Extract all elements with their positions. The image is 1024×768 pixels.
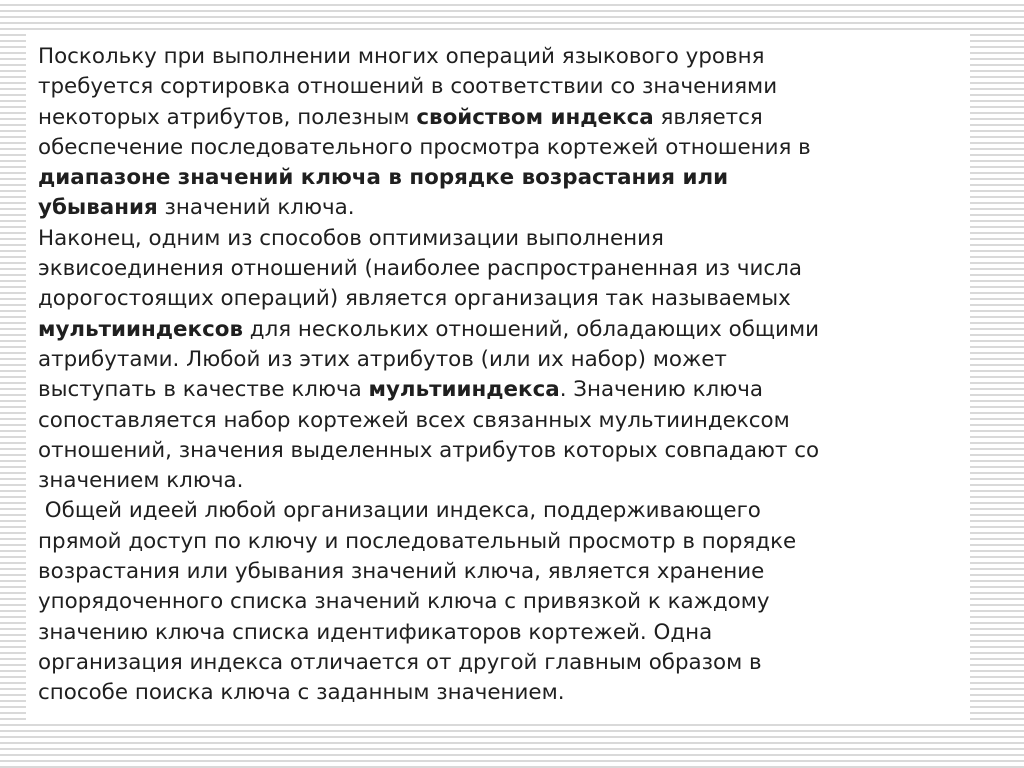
text-line (38, 224, 960, 254)
text-run: для нескольких отношений, обладающих общими (243, 316, 819, 342)
text-line (38, 375, 960, 405)
text-run: способе поиска ключа с заданным значением. (38, 680, 565, 706)
bold-term: убывания (38, 195, 158, 221)
text-run: Наконец, одним из способов оптимизации выполнения (38, 225, 664, 251)
text-line (38, 103, 960, 133)
text-run: значением ключа. (38, 468, 244, 494)
text-line (38, 648, 960, 678)
text-run: значению ключа списка идентификаторов кортежей. Одна (38, 619, 713, 645)
text-run: Общей идеей любой организации индекса, поддерживающего (38, 498, 761, 524)
text-line (38, 496, 960, 526)
text-run: упорядоченного списка значений ключа с привязкой к каждому (38, 589, 770, 615)
text-line (38, 557, 960, 587)
text-line (38, 72, 960, 102)
text-run: требуется сортировка отношений в соответствии со значениями (38, 74, 778, 100)
text-line (38, 133, 960, 163)
text-run: обеспечение последовательного просмотра кортежей отношения в (38, 134, 811, 160)
text-line (38, 678, 960, 708)
text-line (38, 436, 960, 466)
text-line (38, 163, 960, 193)
text-line (38, 618, 960, 648)
text-run: возрастания или убывания значений ключа, является хранение (38, 559, 765, 585)
text-run: организация индекса отличается от другой главным образом в (38, 649, 762, 675)
bold-term: мультииндекса (368, 377, 560, 403)
text-run: атрибутами. Любой из этих атрибутов (или их набор) может (38, 346, 727, 372)
text-line (38, 406, 960, 436)
text-run: некоторых атрибутов, полезным (38, 104, 417, 130)
text-line (38, 42, 960, 72)
bold-term: диапазоне значений ключа в порядке возрастания или (38, 165, 729, 191)
text-run: выступать в качестве ключа (38, 377, 369, 403)
text-line (38, 315, 960, 345)
text-line (38, 254, 960, 284)
text-line (38, 284, 960, 314)
text-run: значений ключа. (157, 195, 355, 221)
text-run: эквисоединения отношений (наиболее распространенная из числа (38, 256, 802, 282)
text-run: сопоставляется набор кортежей всех связанных мультииндексом (38, 407, 790, 433)
text-run: Поскольку при выполнении многих операций языкового уровня (38, 44, 765, 69)
text-run: является (653, 104, 763, 130)
text-line (38, 193, 960, 223)
text-run: отношений, значения выделенных атрибутов которых совпадают со (38, 437, 820, 463)
bold-term: мультииндексов (38, 316, 243, 342)
text-line (38, 587, 960, 617)
text-line (38, 466, 960, 496)
text-line (38, 527, 960, 557)
text-run: дорогостоящих операций) является организация так называемых (38, 286, 791, 312)
text-run: прямой доступ по ключу и последовательный просмотр в порядке (38, 528, 797, 554)
text-panel (26, 34, 970, 722)
body-text (38, 42, 960, 709)
text-line (38, 345, 960, 375)
bold-term: свойством индекса (416, 104, 654, 130)
text-run: . Значению ключа (559, 377, 763, 403)
